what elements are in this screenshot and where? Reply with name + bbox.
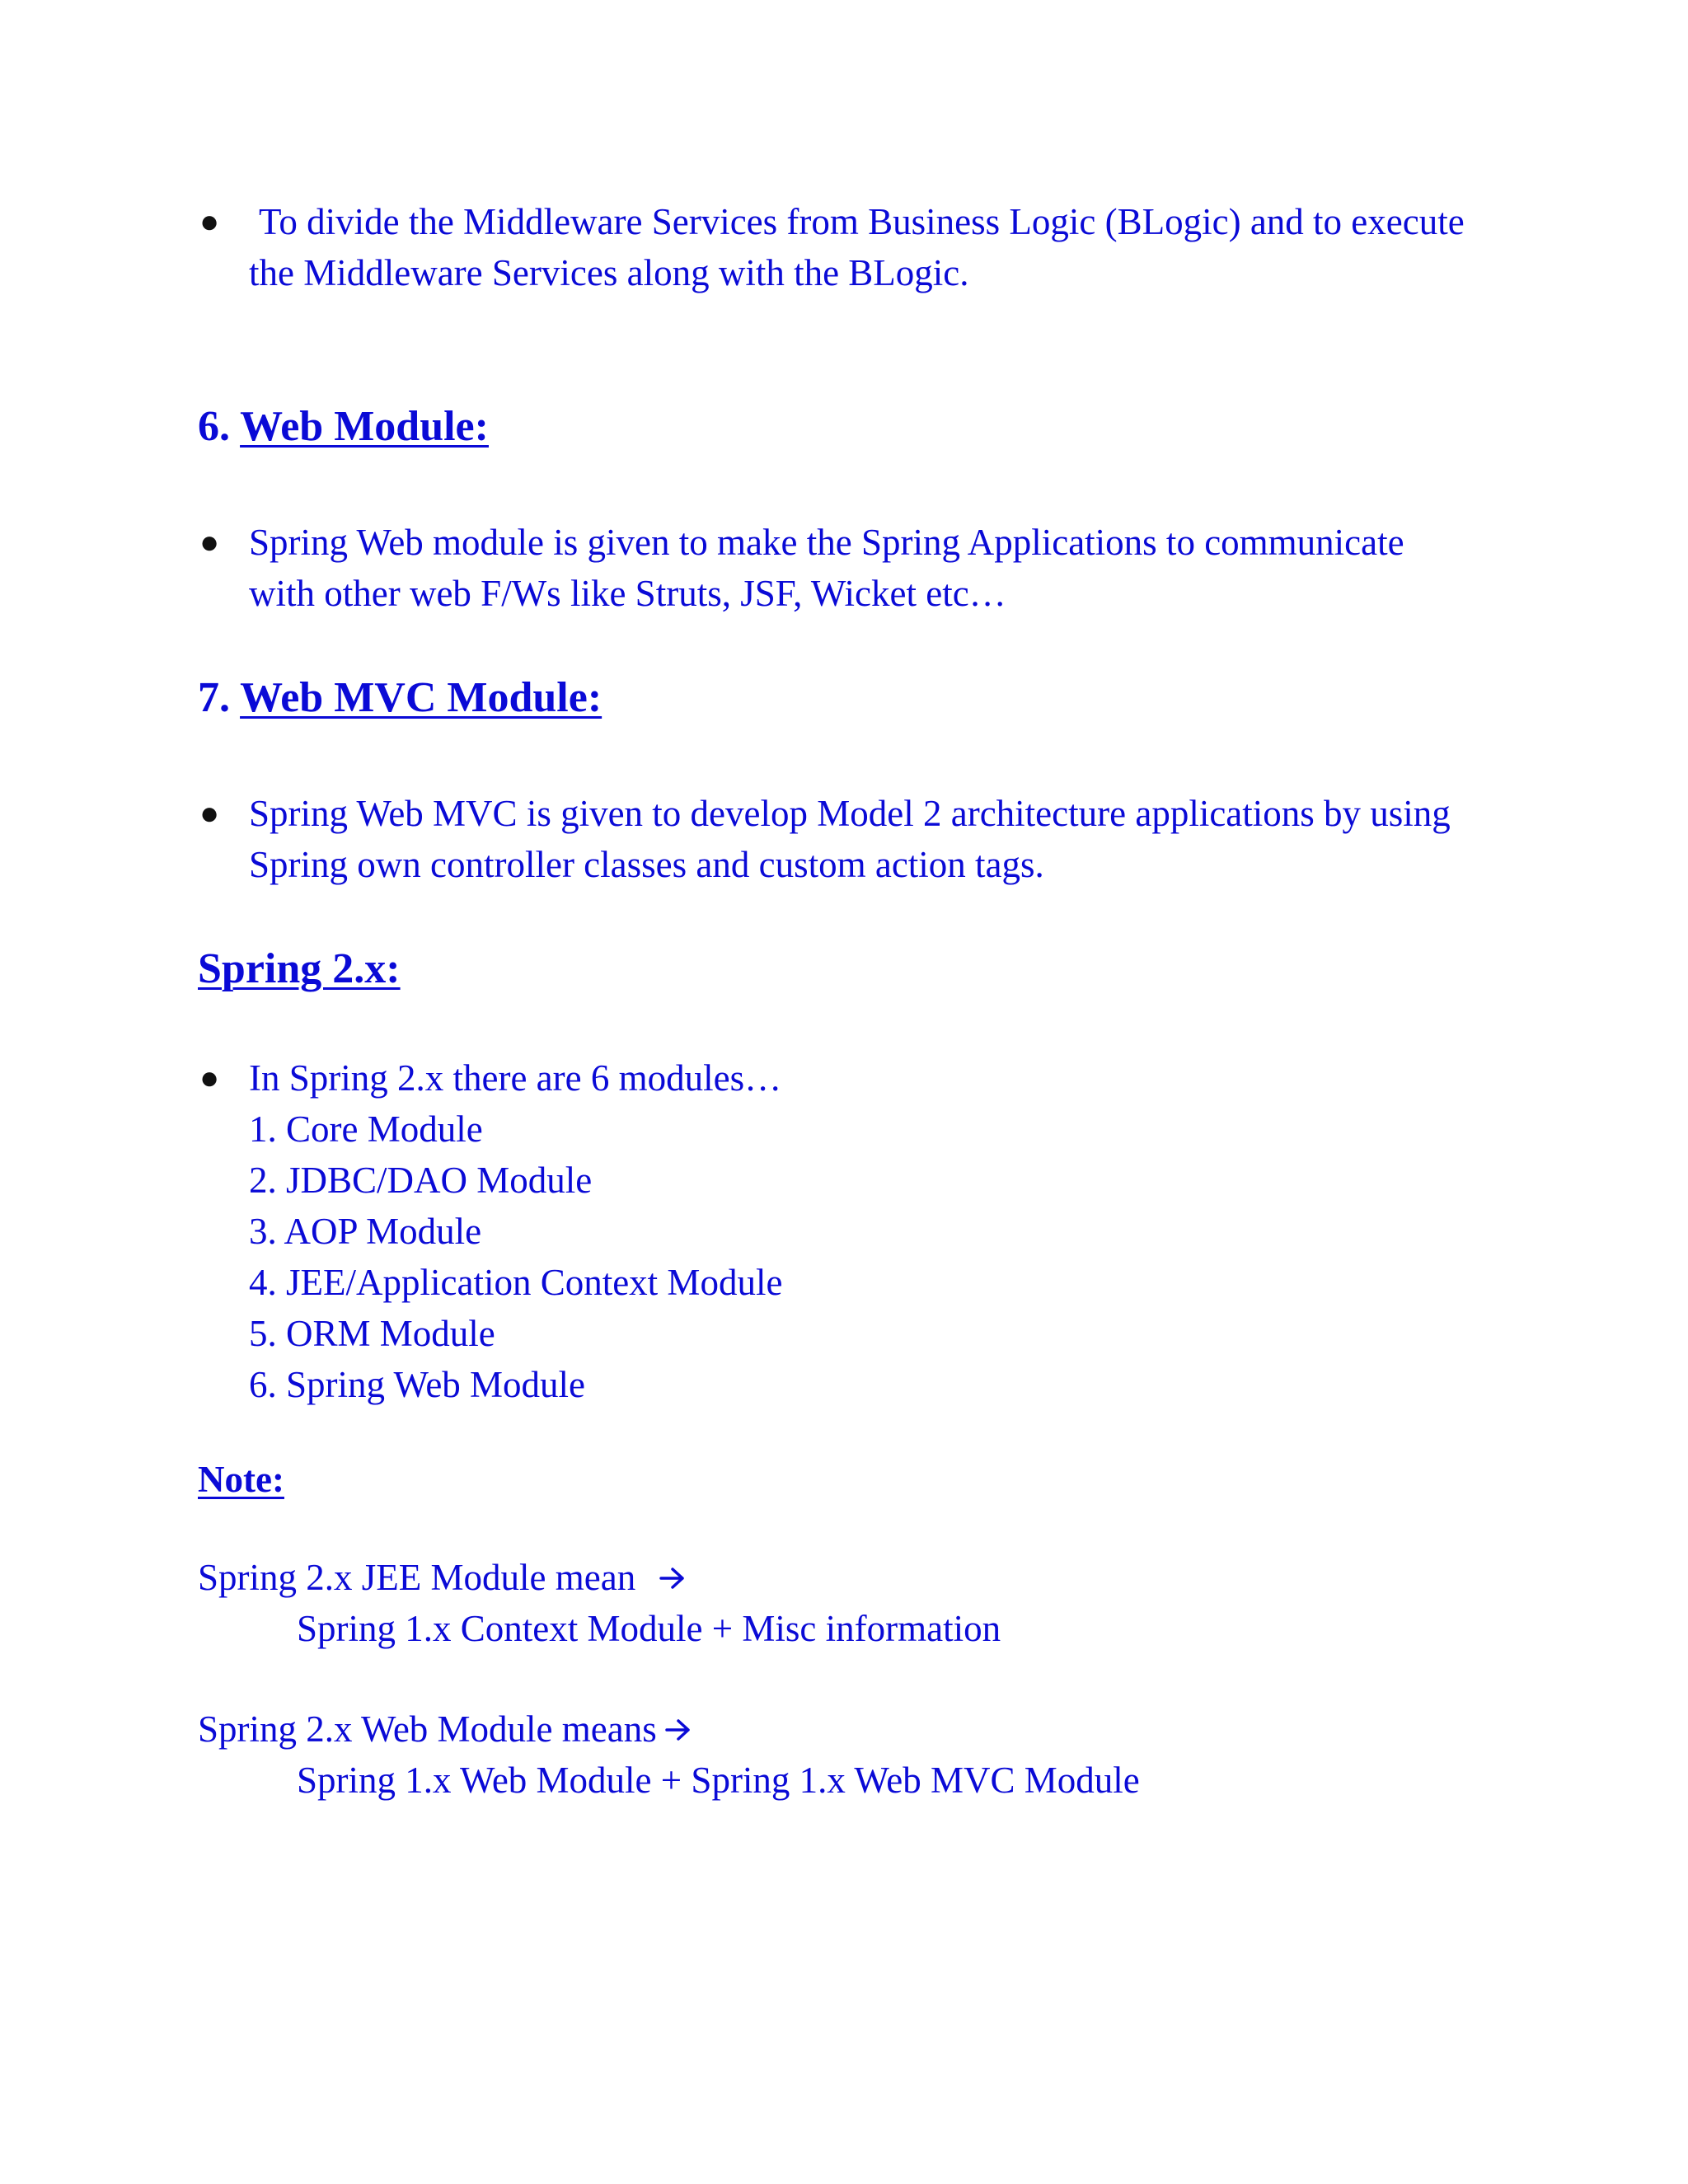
spring2x-heading <box>198 944 1488 995</box>
list-item: 5. ORM Module <box>249 1313 495 1354</box>
note-title: Note: <box>198 1459 284 1500</box>
web-mvc-module-title: Web MVC Module: <box>240 674 603 721</box>
bullet-item <box>198 1052 1488 1410</box>
web-mvc-module-bullet-line1: Spring Web MVC is given to develop Model 2 architecture applications by using <box>249 793 1451 834</box>
intro-bullet <box>198 196 1488 298</box>
list-item: 6. Spring Web Module <box>249 1364 586 1405</box>
list-item: 3. AOP Module <box>249 1211 482 1252</box>
intro-bullet-line2: the Middleware Services along with the BLogic. <box>249 252 969 293</box>
right-arrow-icon <box>665 1718 692 1741</box>
list-item: 2. JDBC/DAO Module <box>249 1160 593 1201</box>
web-module-bullet <box>198 517 1488 619</box>
note-web <box>198 1704 1488 1806</box>
spring2x-title: Spring 2.x: <box>198 945 401 992</box>
web-module-number: 6. <box>198 403 230 450</box>
bullet-dot-icon: ● <box>199 1059 220 1096</box>
web-module-heading <box>198 401 1488 452</box>
intro-bullet-line1: To divide the Middleware Services from Business Logic (BLogic) and to execute <box>259 201 1465 242</box>
bullet-dot-icon: ● <box>199 523 220 560</box>
bullet-dot-icon: ● <box>199 794 220 832</box>
web-module-bullet-line2: with other web F/Ws like Struts, JSF, Wicket etc… <box>249 573 1006 614</box>
web-mvc-module-heading <box>198 673 1488 724</box>
note-jee-line <box>198 1552 1488 1603</box>
spring2x-bullet <box>198 1052 1488 1410</box>
right-arrow-icon <box>659 1567 686 1590</box>
list-item: 1. Core Module <box>249 1108 483 1150</box>
bullet-item <box>198 517 1488 619</box>
note-web-line <box>198 1704 1488 1755</box>
note-heading <box>198 1454 1488 1505</box>
note-jee-detail: Spring 1.x Context Module + Misc information <box>297 1608 1001 1649</box>
web-mvc-module-bullet-line2: Spring own controller classes and custom action tags. <box>249 844 1044 885</box>
bullet-item <box>198 196 1488 298</box>
note-web-text: Spring 2.x Web Module means <box>198 1708 657 1750</box>
bullet-dot-icon: ● <box>199 203 220 240</box>
note-jee <box>198 1552 1488 1654</box>
web-module-bullet-line1: Spring Web module is given to make the Spring Applications to communicate <box>249 522 1404 563</box>
note-web-detail: Spring 1.x Web Module + Spring 1.x Web MVC Module <box>297 1760 1140 1801</box>
list-item: 4. JEE/Application Context Module <box>249 1262 783 1303</box>
bullet-item <box>198 788 1488 890</box>
web-module-title: Web Module: <box>240 403 489 450</box>
spring2x-bullet-intro: In Spring 2.x there are 6 modules… <box>249 1057 782 1099</box>
web-mvc-module-bullet <box>198 788 1488 890</box>
web-mvc-module-number: 7. <box>198 674 230 721</box>
note-jee-text: Spring 2.x JEE Module mean <box>198 1557 636 1598</box>
